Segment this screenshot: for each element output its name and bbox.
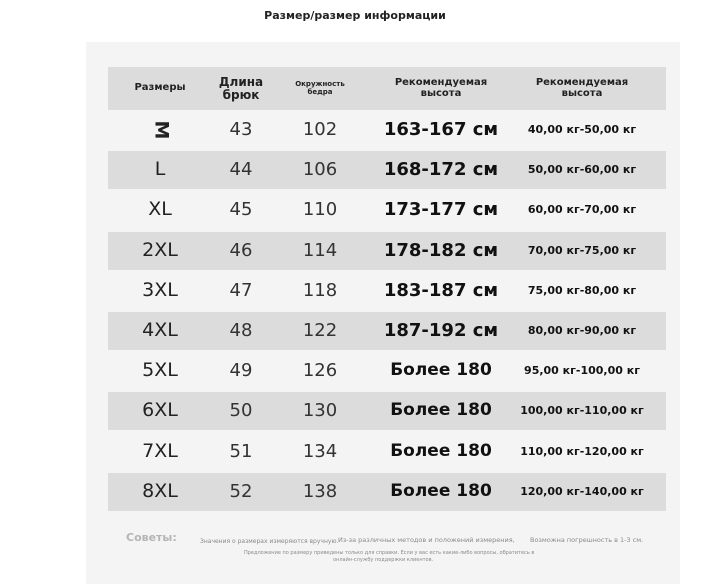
size-cell <box>108 473 212 511</box>
weight-cell-text: 50,00 кг-60,00 кг <box>527 163 637 177</box>
weight-cell-text: 60,00 кг-70,00 кг <box>527 203 637 217</box>
tips-note-5: онлайн-службу поддержки клиентов. <box>333 557 434 563</box>
header-hip: Окружность бедра <box>295 80 345 96</box>
height-cell-text: Более 180 <box>390 481 492 502</box>
height-cell-text: 163-167 см <box>383 118 499 140</box>
tips-note-3: Возможна погрешность в 1-3 см. <box>530 536 644 544</box>
length-cell-text: 48 <box>229 319 253 341</box>
height-cell-text: Более 180 <box>390 360 492 381</box>
weight-cell <box>512 392 652 430</box>
page-title: Размер/размер информации <box>264 9 446 22</box>
hip-cell-text: 126 <box>302 359 338 381</box>
weight-cell-text: 100,00 кг-110,00 кг <box>520 404 644 418</box>
size-cell-text: 2XL <box>142 239 178 262</box>
size-cell <box>108 392 212 430</box>
weight-cell-text: 80,00 кг-90,00 кг <box>527 324 637 338</box>
height-cell <box>370 272 512 310</box>
length-cell-text: 46 <box>229 239 253 261</box>
weight-cell <box>512 473 652 511</box>
length-cell <box>212 392 270 430</box>
weight-cell <box>512 232 652 270</box>
hip-cell-text: 106 <box>302 158 338 180</box>
size-cell-text: 7XL <box>142 440 178 463</box>
header-height: Рекомендуемая высота <box>394 77 488 99</box>
length-cell-text: 51 <box>229 440 253 462</box>
hip-cell <box>270 111 370 149</box>
length-cell-text: 50 <box>229 399 253 421</box>
length-cell <box>212 473 270 511</box>
weight-cell-text: 75,00 кг-80,00 кг <box>527 284 637 298</box>
hip-cell-text: 102 <box>302 118 338 140</box>
height-cell <box>370 473 512 511</box>
tips-note-2: Из-за различных методов и положений измерения, <box>338 536 515 544</box>
tips-note-1: Значения о размерах измеряются вручную. <box>200 538 339 545</box>
height-cell <box>370 191 512 229</box>
height-cell-text: 183-187 см <box>383 279 499 301</box>
hip-cell <box>270 352 370 390</box>
header-weight: Рекомендуемая высота <box>535 77 629 99</box>
hip-cell-text: 134 <box>302 440 338 462</box>
height-cell-text: Более 180 <box>390 400 492 421</box>
hip-cell-text: 118 <box>302 279 338 301</box>
length-cell-text: 52 <box>229 480 253 502</box>
hip-cell <box>270 232 370 270</box>
size-cell <box>108 151 212 189</box>
size-cell <box>108 111 212 149</box>
size-cell-text: XL <box>148 198 172 221</box>
hip-cell-text: 130 <box>302 399 338 421</box>
tips-label: Советы: <box>126 531 177 544</box>
size-cell-text: 3XL <box>142 279 178 302</box>
height-cell <box>370 392 512 430</box>
height-cell-text: 173-177 см <box>383 198 499 220</box>
length-cell-text: 47 <box>229 279 253 301</box>
length-cell-text: 45 <box>229 198 253 220</box>
length-cell <box>212 433 270 471</box>
length-cell <box>212 232 270 270</box>
hip-cell <box>270 312 370 350</box>
weight-cell <box>512 272 652 310</box>
length-cell <box>212 111 270 149</box>
weight-cell-text: 40,00 кг-50,00 кг <box>527 123 637 137</box>
height-cell <box>370 433 512 471</box>
weight-cell-text: 120,00 кг-140,00 кг <box>520 485 644 499</box>
length-cell-text: 49 <box>229 359 253 381</box>
size-cell <box>108 232 212 270</box>
length-cell <box>212 151 270 189</box>
hip-cell <box>270 433 370 471</box>
size-cell-text: 6XL <box>142 399 178 422</box>
length-cell-text: 43 <box>229 118 253 140</box>
hip-cell <box>270 151 370 189</box>
height-cell <box>370 151 512 189</box>
height-cell-text: 187-192 см <box>383 319 499 341</box>
weight-cell <box>512 433 652 471</box>
length-cell <box>212 312 270 350</box>
size-cell-text: 4XL <box>142 319 178 342</box>
size-cell <box>108 312 212 350</box>
size-cell <box>108 272 212 310</box>
height-cell <box>370 232 512 270</box>
length-cell <box>212 191 270 229</box>
weight-cell <box>512 352 652 390</box>
hip-cell <box>270 191 370 229</box>
hip-cell-text: 114 <box>302 239 338 261</box>
size-cell <box>108 191 212 229</box>
height-cell <box>370 352 512 390</box>
length-cell <box>212 272 270 310</box>
hip-cell <box>270 392 370 430</box>
height-cell-text: Более 180 <box>390 441 492 462</box>
weight-cell <box>512 151 652 189</box>
height-cell <box>370 111 512 149</box>
size-cell <box>108 352 212 390</box>
weight-cell-text: 70,00 кг-75,00 кг <box>527 244 637 258</box>
height-cell-text: 178-182 см <box>383 239 499 261</box>
header-size: Размеры <box>134 82 186 94</box>
weight-cell <box>512 111 652 149</box>
weight-cell-text: 110,00 кг-120,00 кг <box>520 445 644 459</box>
hip-cell <box>270 272 370 310</box>
weight-cell <box>512 191 652 229</box>
height-cell-text: 168-172 см <box>383 158 499 180</box>
tips-note-4: Предложение по размеру приведены только для справки. Если у вас есть какие-либо вопросы, обратитесь в <box>244 550 535 556</box>
size-cell <box>108 433 212 471</box>
size-cell-text: 5XL <box>142 359 178 382</box>
weight-cell-text: 95,00 кг-100,00 кг <box>524 364 640 378</box>
length-cell-text: 44 <box>229 158 253 180</box>
weight-cell <box>512 312 652 350</box>
length-cell <box>212 352 270 390</box>
hip-cell <box>270 473 370 511</box>
height-cell <box>370 312 512 350</box>
size-cell-text: L <box>154 158 166 181</box>
hip-cell-text: 122 <box>302 319 338 341</box>
size-cell-text: M <box>149 120 172 140</box>
size-cell-text: 8XL <box>142 480 178 503</box>
hip-cell-text: 138 <box>302 480 338 502</box>
header-length: Длина брюк <box>218 74 264 102</box>
hip-cell-text: 110 <box>302 198 338 220</box>
